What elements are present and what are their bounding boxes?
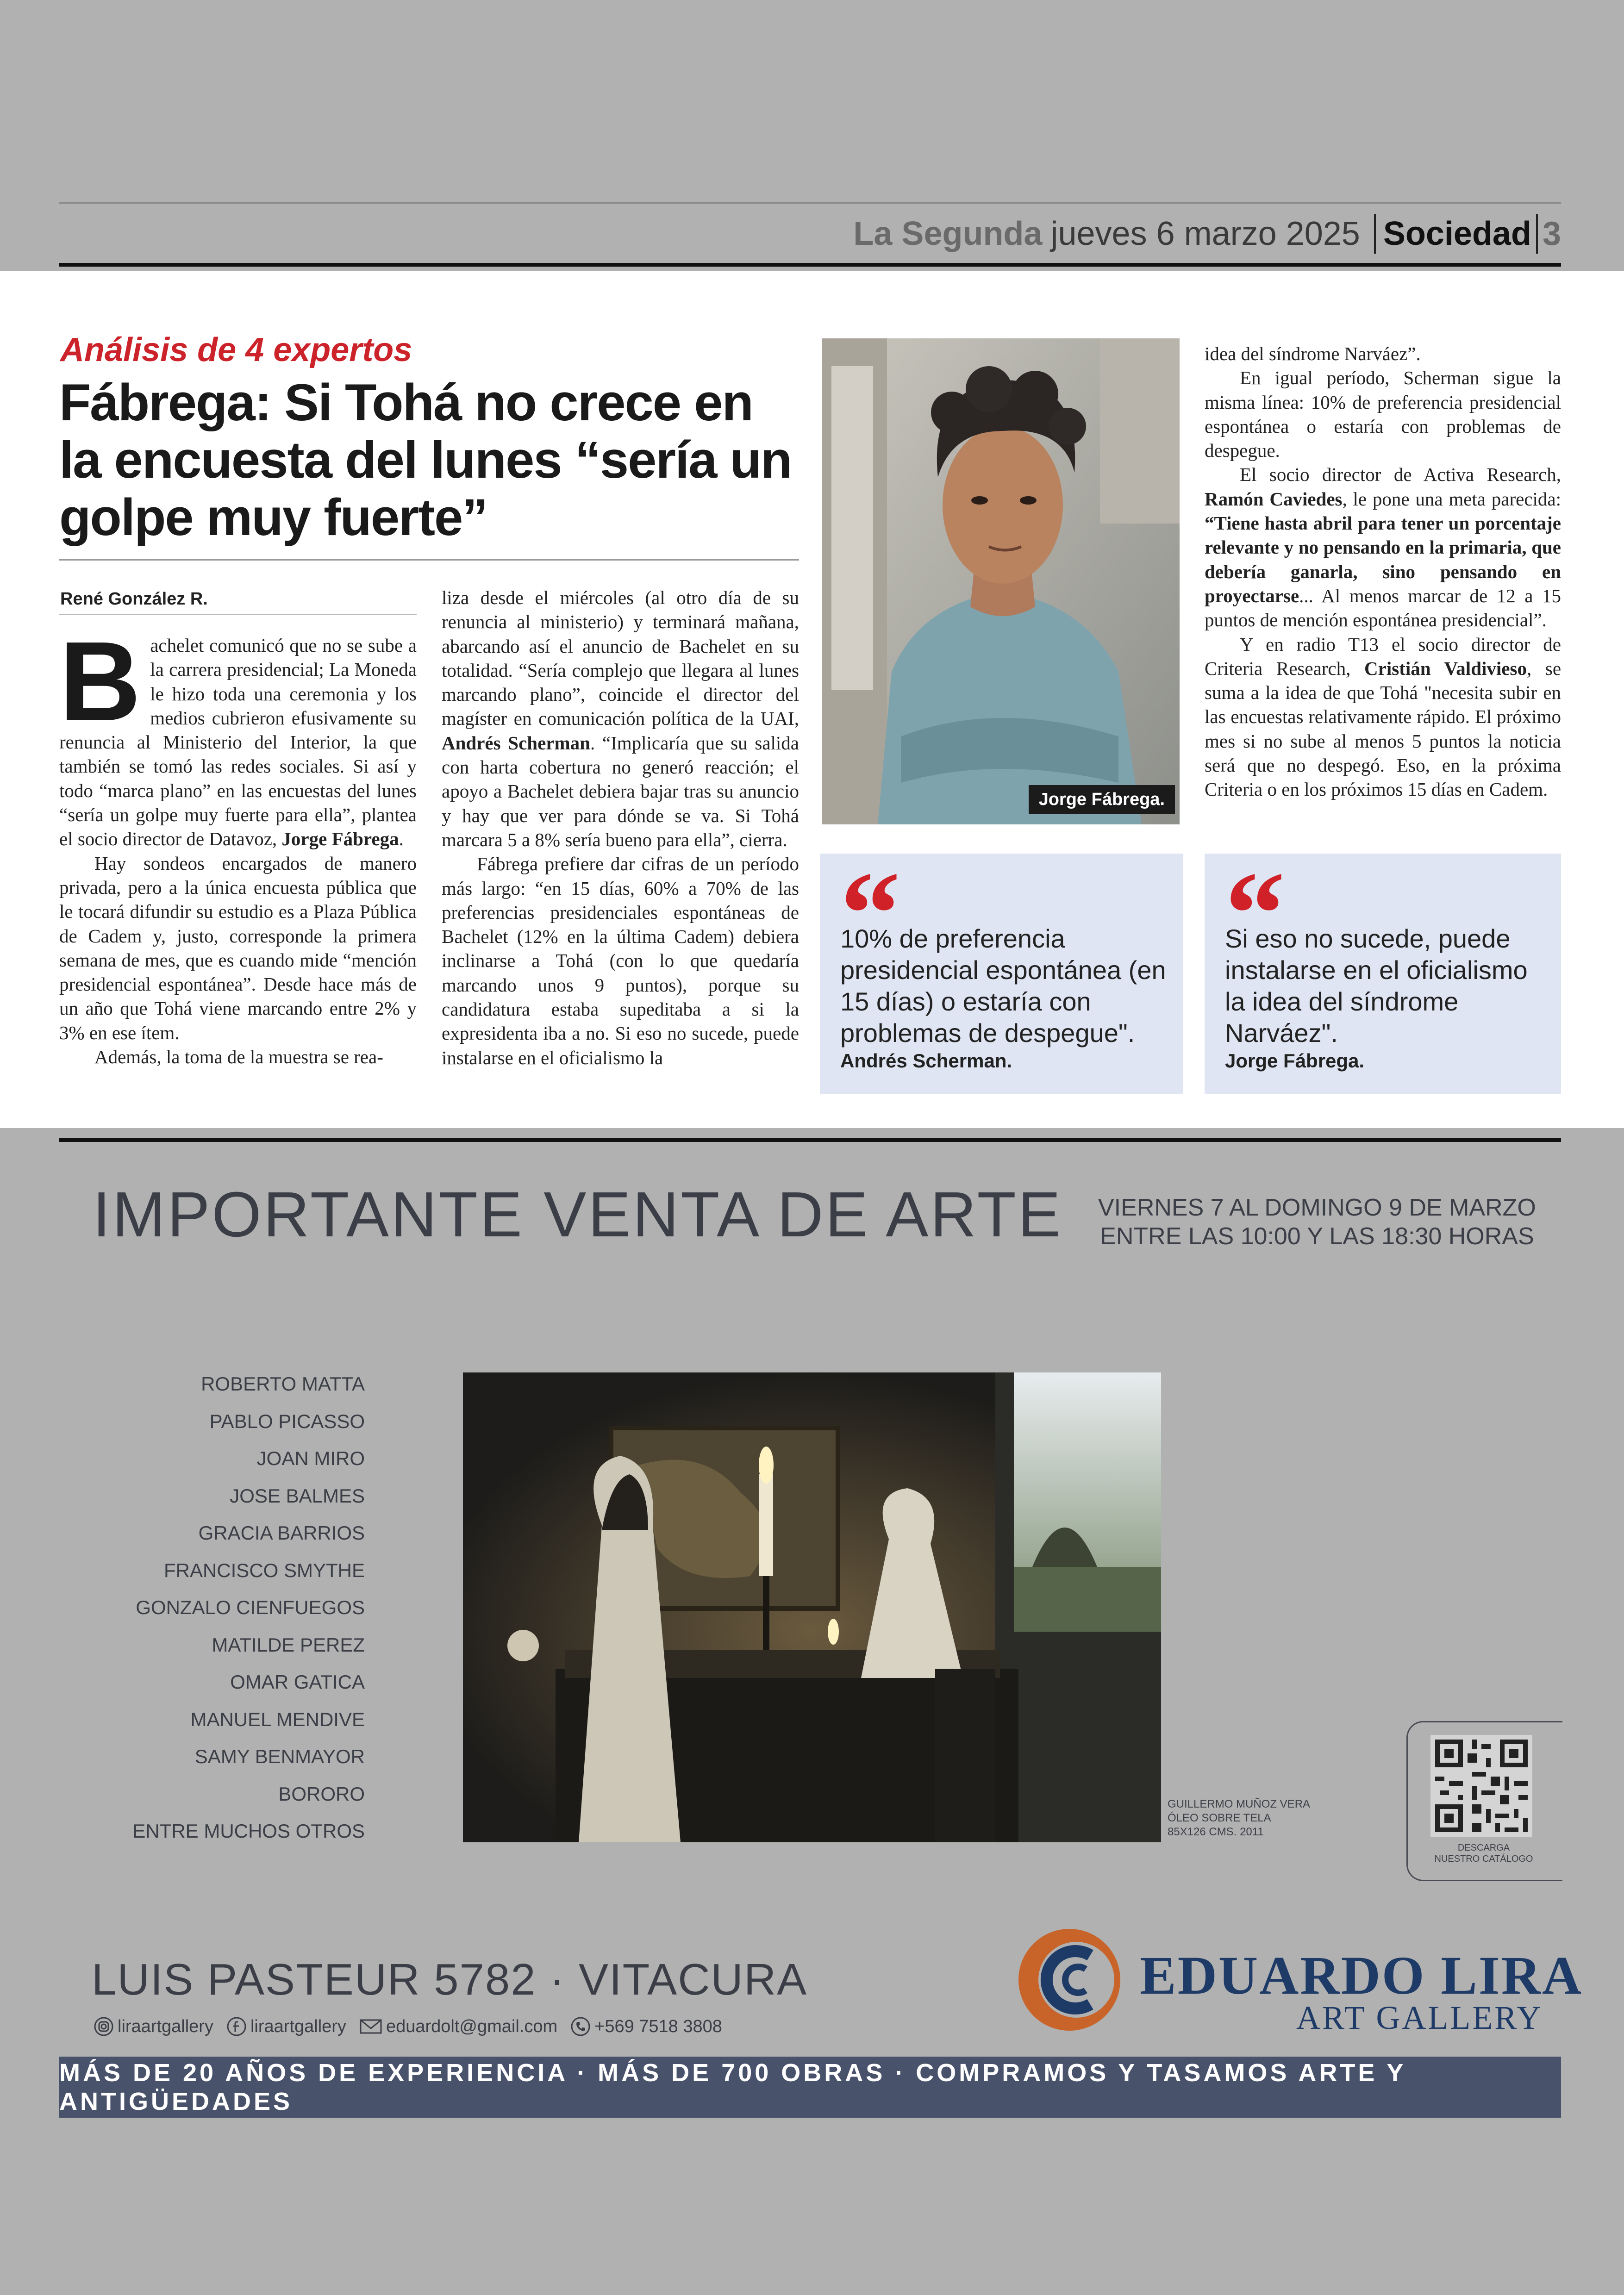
paragraph-text: El socio director de Activa Research, <box>1240 464 1561 486</box>
paragraph: Bachelet comunicó que no se sube a la carrera presidencial; La Moneda le hizo toda una ceremonia y los medios cubrieron efusivamente su renuncia al Ministerio del Interior, la que también se tomó las redes sociales. Si así y todo “marca plano” en las encuestas del lunes “sería un golpe muy fuerte para ella”, plantea el socio director de Datavoz, Jorge Fábrega. <box>59 618 417 850</box>
mail-icon <box>359 2016 382 2037</box>
artist-name: ENTRE MUCHOS OTROS <box>132 1820 365 1842</box>
paragraph: Además, la toma de la muestra se rea- <box>94 1046 383 1068</box>
quote-author: Andrés Scherman. <box>840 1050 1012 1072</box>
name-highlight: Ramón Caviedes <box>1205 488 1343 510</box>
facebook-icon <box>226 2016 247 2037</box>
ad-banner-text: MÁS DE 20 AÑOS DE EXPERIENCIA · MÁS DE 700 OBRAS · COMPRAMOS Y TASAMOS ARTE Y ANTIGÜEDADES <box>59 2059 1406 2115</box>
ad-top-rule <box>59 1138 1561 1142</box>
ad-dates <box>1098 1193 1536 1251</box>
ad-dates-line: VIERNES 7 AL DOMINGO 9 DE MARZO <box>1098 1194 1536 1221</box>
name-highlight: Andrés Scherman <box>442 732 590 754</box>
artist-name: FRANCISCO SMYTHE <box>163 1559 365 1581</box>
qr-label-line: NUESTRO CATÁLOGO <box>1434 1854 1533 1864</box>
paragraph: Fábrega prefiere dar cifras de un período más largo: “en 15 días, 60% a 70% de las preferencias presidenciales espontáneas de Bachelet (12% en la última Cadem) debiera inclinarse a Tohá (con lo que quedaría marcando unos 9 puntos), porque su candidatura estaba supeditaba a si la expresidenta iba a no. Si eso no sucede, puede instalarse en el oficialismo la <box>442 853 799 1068</box>
catalog-qr-code[interactable] <box>1430 1735 1532 1837</box>
paragraph: idea del síndrome Narváez”. <box>1205 343 1421 364</box>
painting-credit <box>1168 1797 1310 1839</box>
quote-author: Jorge Fábrega. <box>1225 1050 1365 1072</box>
gallery-address: LUIS PASTEUR 5782 · VITACURA <box>92 1955 808 2004</box>
ad-title: IMPORTANTE VENTA DE ARTE <box>93 1179 1062 1250</box>
qr-label <box>1417 1842 1551 1865</box>
paragraph: En igual período, Scherman sigue la misma línea: 10% de preferencia presidencial espontánea o estaría con problemas de despegue. <box>1205 367 1561 461</box>
pull-quote-text <box>840 923 1174 1073</box>
paragraph-text: . “Implicaría que su salida con harta cobertura no generó reacción; el apoyo a Bachelet debiera bajar tras su anuncio y hay que ver para dónde se va. Si Tohá marcara 5 a 8% sería bueno para ella”, cierra. <box>442 732 799 850</box>
masthead-bottom-rule <box>59 263 1561 267</box>
artist-name: OMAR GATICA <box>230 1671 365 1693</box>
qr-label-line: DESCARGA <box>1457 1843 1510 1853</box>
artist-name: MATILDE PEREZ <box>212 1634 365 1656</box>
gallery-name: EDUARDO LIRA <box>1140 1945 1583 2006</box>
paragraph <box>1205 462 1561 632</box>
paragraph-text: , le pone una meta parecida: <box>1342 488 1562 510</box>
artist-name: BORORO <box>278 1783 365 1805</box>
artist-name: JOAN MIRO <box>256 1447 365 1469</box>
portrait-photo <box>822 338 1180 824</box>
artist-name: ROBERTO MATTA <box>201 1373 365 1395</box>
paragraph-text: achelet comunicó que no se sube a la carrera presidencial; La Moneda le hizo toda una ceremonia y los medios cubrieron efusivamente su renuncia al Ministerio del Interior, la que también se tomó las redes sociales. Si así y todo “marca plano” en las encuestas del lunes “sería un golpe muy fuerte para ella”, plantea el socio director de Datavoz, <box>59 635 417 850</box>
paragraph-text: ... Al menos marcar de 12 a 15 puntos de mención espontánea presidencial”. <box>1205 585 1561 631</box>
quote-body: 10% de preferencia presidencial espontánea (en 15 días) o estaría con problemas de despegue". <box>840 924 1166 1048</box>
ad-dates-line: ENTRE LAS 10:00 Y LAS 18:30 HORAS <box>1100 1223 1534 1250</box>
paragraph-text: Y en radio T13 el socio director de Criteria Research, <box>1205 633 1561 679</box>
painting-credit-line: 85X126 CMS. 2011 <box>1168 1826 1264 1838</box>
section-name: Sociedad <box>1383 215 1531 252</box>
painting-image <box>463 1372 1161 1842</box>
artist-name: PABLO PICASSO <box>209 1410 365 1432</box>
painting-illustration <box>463 1372 1161 1842</box>
artist-list <box>83 1366 365 1850</box>
masthead-separator <box>1536 214 1538 254</box>
instagram-icon <box>94 2016 114 2037</box>
newspaper-brand: La Segunda <box>853 215 1043 252</box>
artist-name: JOSE BALMES <box>230 1484 365 1507</box>
pull-quote-fabrega <box>1205 847 1561 1094</box>
quote-mark-icon: “ <box>1225 847 1285 980</box>
article-headline: Fábrega: Si Tohá no crece en la encuesta del lunes “sería un golpe muy fuerte” <box>59 374 792 546</box>
article-kicker: Análisis de 4 expertos <box>60 331 412 368</box>
article-column-1 <box>59 618 417 1069</box>
phone-number: +569 7518 3808 <box>594 2016 722 2036</box>
portrait-illustration <box>822 338 1180 824</box>
contact-email[interactable] <box>359 2016 557 2037</box>
artist-name: MANUEL MENDIVE <box>190 1708 365 1730</box>
masthead <box>59 204 1561 264</box>
contact-phone[interactable] <box>570 2016 722 2037</box>
paragraph-text: liza desde el miércoles (al otro día de su renuncia al ministerio) y terminará mañana, abarcando así el anuncio de Bachelet en su totalidad. “Sería complejo que llegara al lunes marcando plano”, coincide el director del magíster en comunicación política de la UAI, <box>442 587 799 730</box>
gallery-logo-icon <box>1016 1927 1123 2033</box>
quote-mark-icon: “ <box>840 847 900 980</box>
quote-body: Si eso no sucede, puede instalarse en el oficialismo la idea del síndrome Narváez". <box>1225 924 1528 1048</box>
pull-quote-scherman <box>820 847 1183 1094</box>
painting-credit-line: ÓLEO SOBRE TELA <box>1168 1812 1271 1824</box>
artist-name: GONZALO CIENFUEGOS <box>136 1597 365 1618</box>
artist-name: SAMY BENMAYOR <box>194 1746 365 1767</box>
quote-highlight: “Tiene hasta abril para tener un porcentaje relevante y no pensando en la primaria, que debería ganarla, sino pensando en proyectarse <box>1205 512 1561 606</box>
paragraph <box>1205 632 1561 802</box>
name-highlight: Jorge Fábrega <box>281 828 399 850</box>
ad-banner <box>59 2057 1561 2118</box>
paragraph: Hay sondeos encargados de manero privada, pero a la única encuesta pública que le tocará difundir su estudio es a Plaza Pública de Cadem y, justo, corresponde la primera semana de mes, que es cuando mide “mención presidencial espontánea”. Desde hace más de un año que Tohá viene marcando entre 2% y 3% en ese ítem. <box>59 852 417 1043</box>
drop-cap: B <box>59 618 141 744</box>
photo-caption: Jorge Fábrega. <box>1029 785 1175 814</box>
qr-icon <box>1430 1735 1532 1837</box>
page-number: 3 <box>1542 215 1561 252</box>
byline: René González R. <box>60 589 208 609</box>
contact-facebook[interactable] <box>226 2016 346 2037</box>
paragraph-text: , se suma a la idea de que Tohá "necesita subir en las encuestas relativamente rápido. El próximo mes si no sube al menos 5 puntos la noticia será que no despegó. Eso, en la próxima Criteria o en los próximos 15 días en Cadem. <box>1205 657 1562 800</box>
paragraph <box>442 586 799 852</box>
email-address: eduardolt@gmail.com <box>386 2016 558 2036</box>
painting-credit-line: GUILLERMO MUÑOZ VERA <box>1168 1798 1311 1810</box>
contact-instagram[interactable] <box>94 2016 213 2037</box>
article-column-2 <box>442 586 799 1070</box>
gallery-subtitle: ART GALLERY <box>1296 1999 1543 2036</box>
pull-quote-text <box>1225 923 1540 1073</box>
byline-rule <box>59 614 417 615</box>
facebook-handle: liraartgallery <box>250 2016 346 2036</box>
article-column-4 <box>1205 342 1561 802</box>
contact-row <box>94 2016 735 2037</box>
instagram-handle: liraartgallery <box>118 2016 213 2036</box>
artist-name: GRACIA BARRIOS <box>198 1522 365 1544</box>
masthead-separator <box>1374 214 1376 254</box>
gallery-logo <box>1016 1927 1123 2033</box>
phone-icon <box>570 2016 591 2037</box>
issue-date: jueves 6 marzo 2025 <box>1050 215 1360 252</box>
headline-rule <box>59 559 799 561</box>
name-highlight: Cristián Valdivieso <box>1364 657 1527 679</box>
